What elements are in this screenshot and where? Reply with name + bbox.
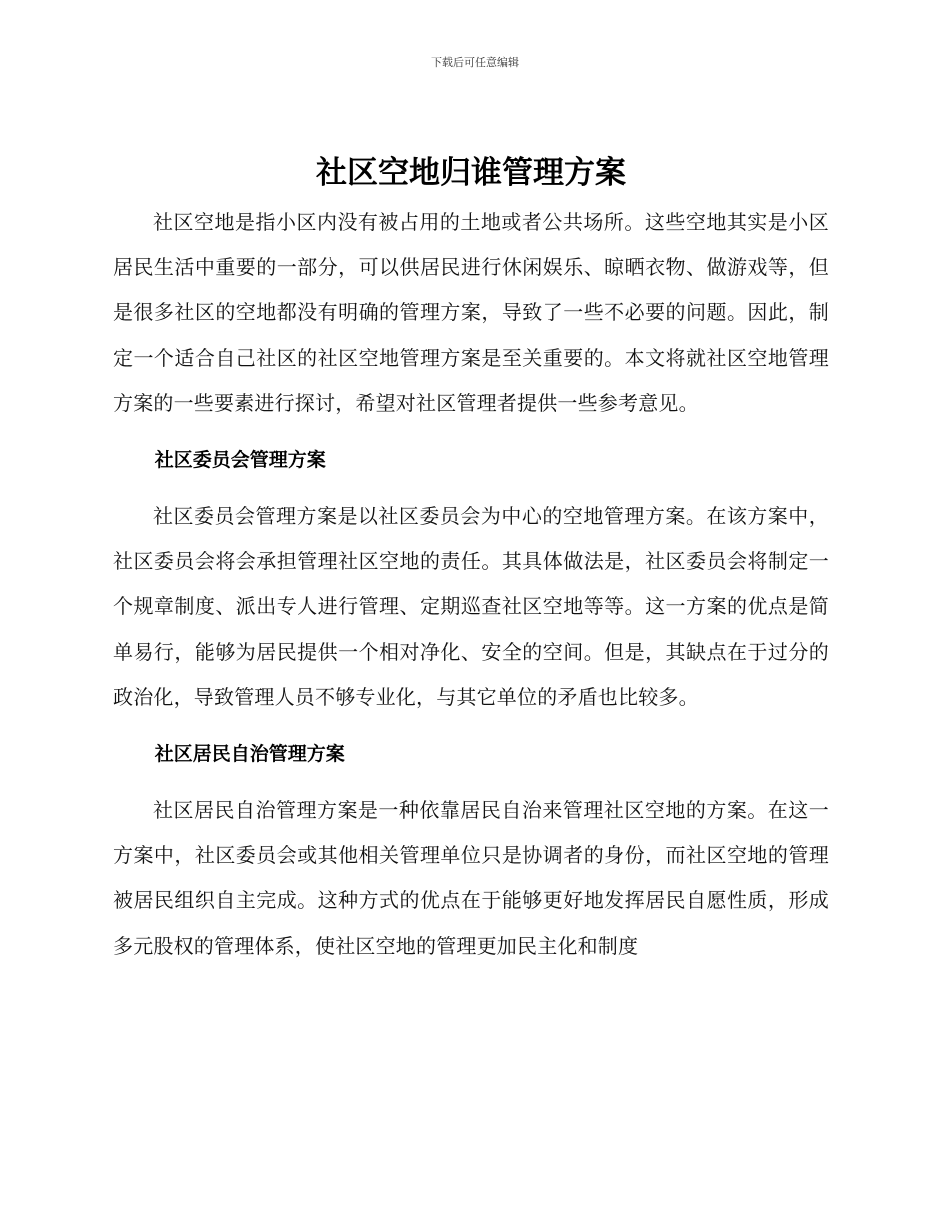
section-paragraph-resident-autonomy: 社区居民自治管理方案是一种依靠居民自治来管理社区空地的方案。在这一方案中，社区委员会或其他相关管理单位只是协调者的身份，而社区空地的管理被居民组织自主完成。这种方式的优点在于能够更好地发挥居民自愿性质，形成多元股权的管理体系，使社区空地的管理更加民主化和制度: [113, 798, 829, 958]
intro-paragraph: 社区空地是指小区内没有被占用的土地或者公共场所。这些空地其实是小区居民生活中重要的一部分，可以供居民进行休闲娱乐、晾晒衣物、做游戏等，但是很多社区的空地都没有明确的管理方案，导致了一些不必要的问题。因此，制定一个适合自己社区的社区空地管理方案是至关重要的。本文将就社区空地管理方案的一些要素进行探讨，希望对社区管理者提供一些参考意见。: [113, 210, 829, 415]
header-note: 下载后可任意编辑: [431, 56, 519, 69]
section-heading-resident-autonomy: 社区居民自治管理方案: [154, 743, 345, 766]
section-heading-committee: 社区委员会管理方案: [154, 449, 326, 472]
document-body: [113, 150, 829, 969]
document-title: 社区空地归谁管理方案: [316, 155, 626, 191]
section-paragraph-committee: 社区委员会管理方案是以社区委员会为中心的空地管理方案。在该方案中，社区委员会将会承担管理社区空地的责任。其具体做法是，社区委员会将制定一个规章制度、派出专人进行管理、定期巡查社区空地等等。这一方案的优点是简单易行，能够为居民提供一个相对净化、安全的空间。但是，其缺点在于过分的政治化，导致管理人员不够专业化，与其它单位的矛盾也比较多。: [113, 504, 829, 709]
